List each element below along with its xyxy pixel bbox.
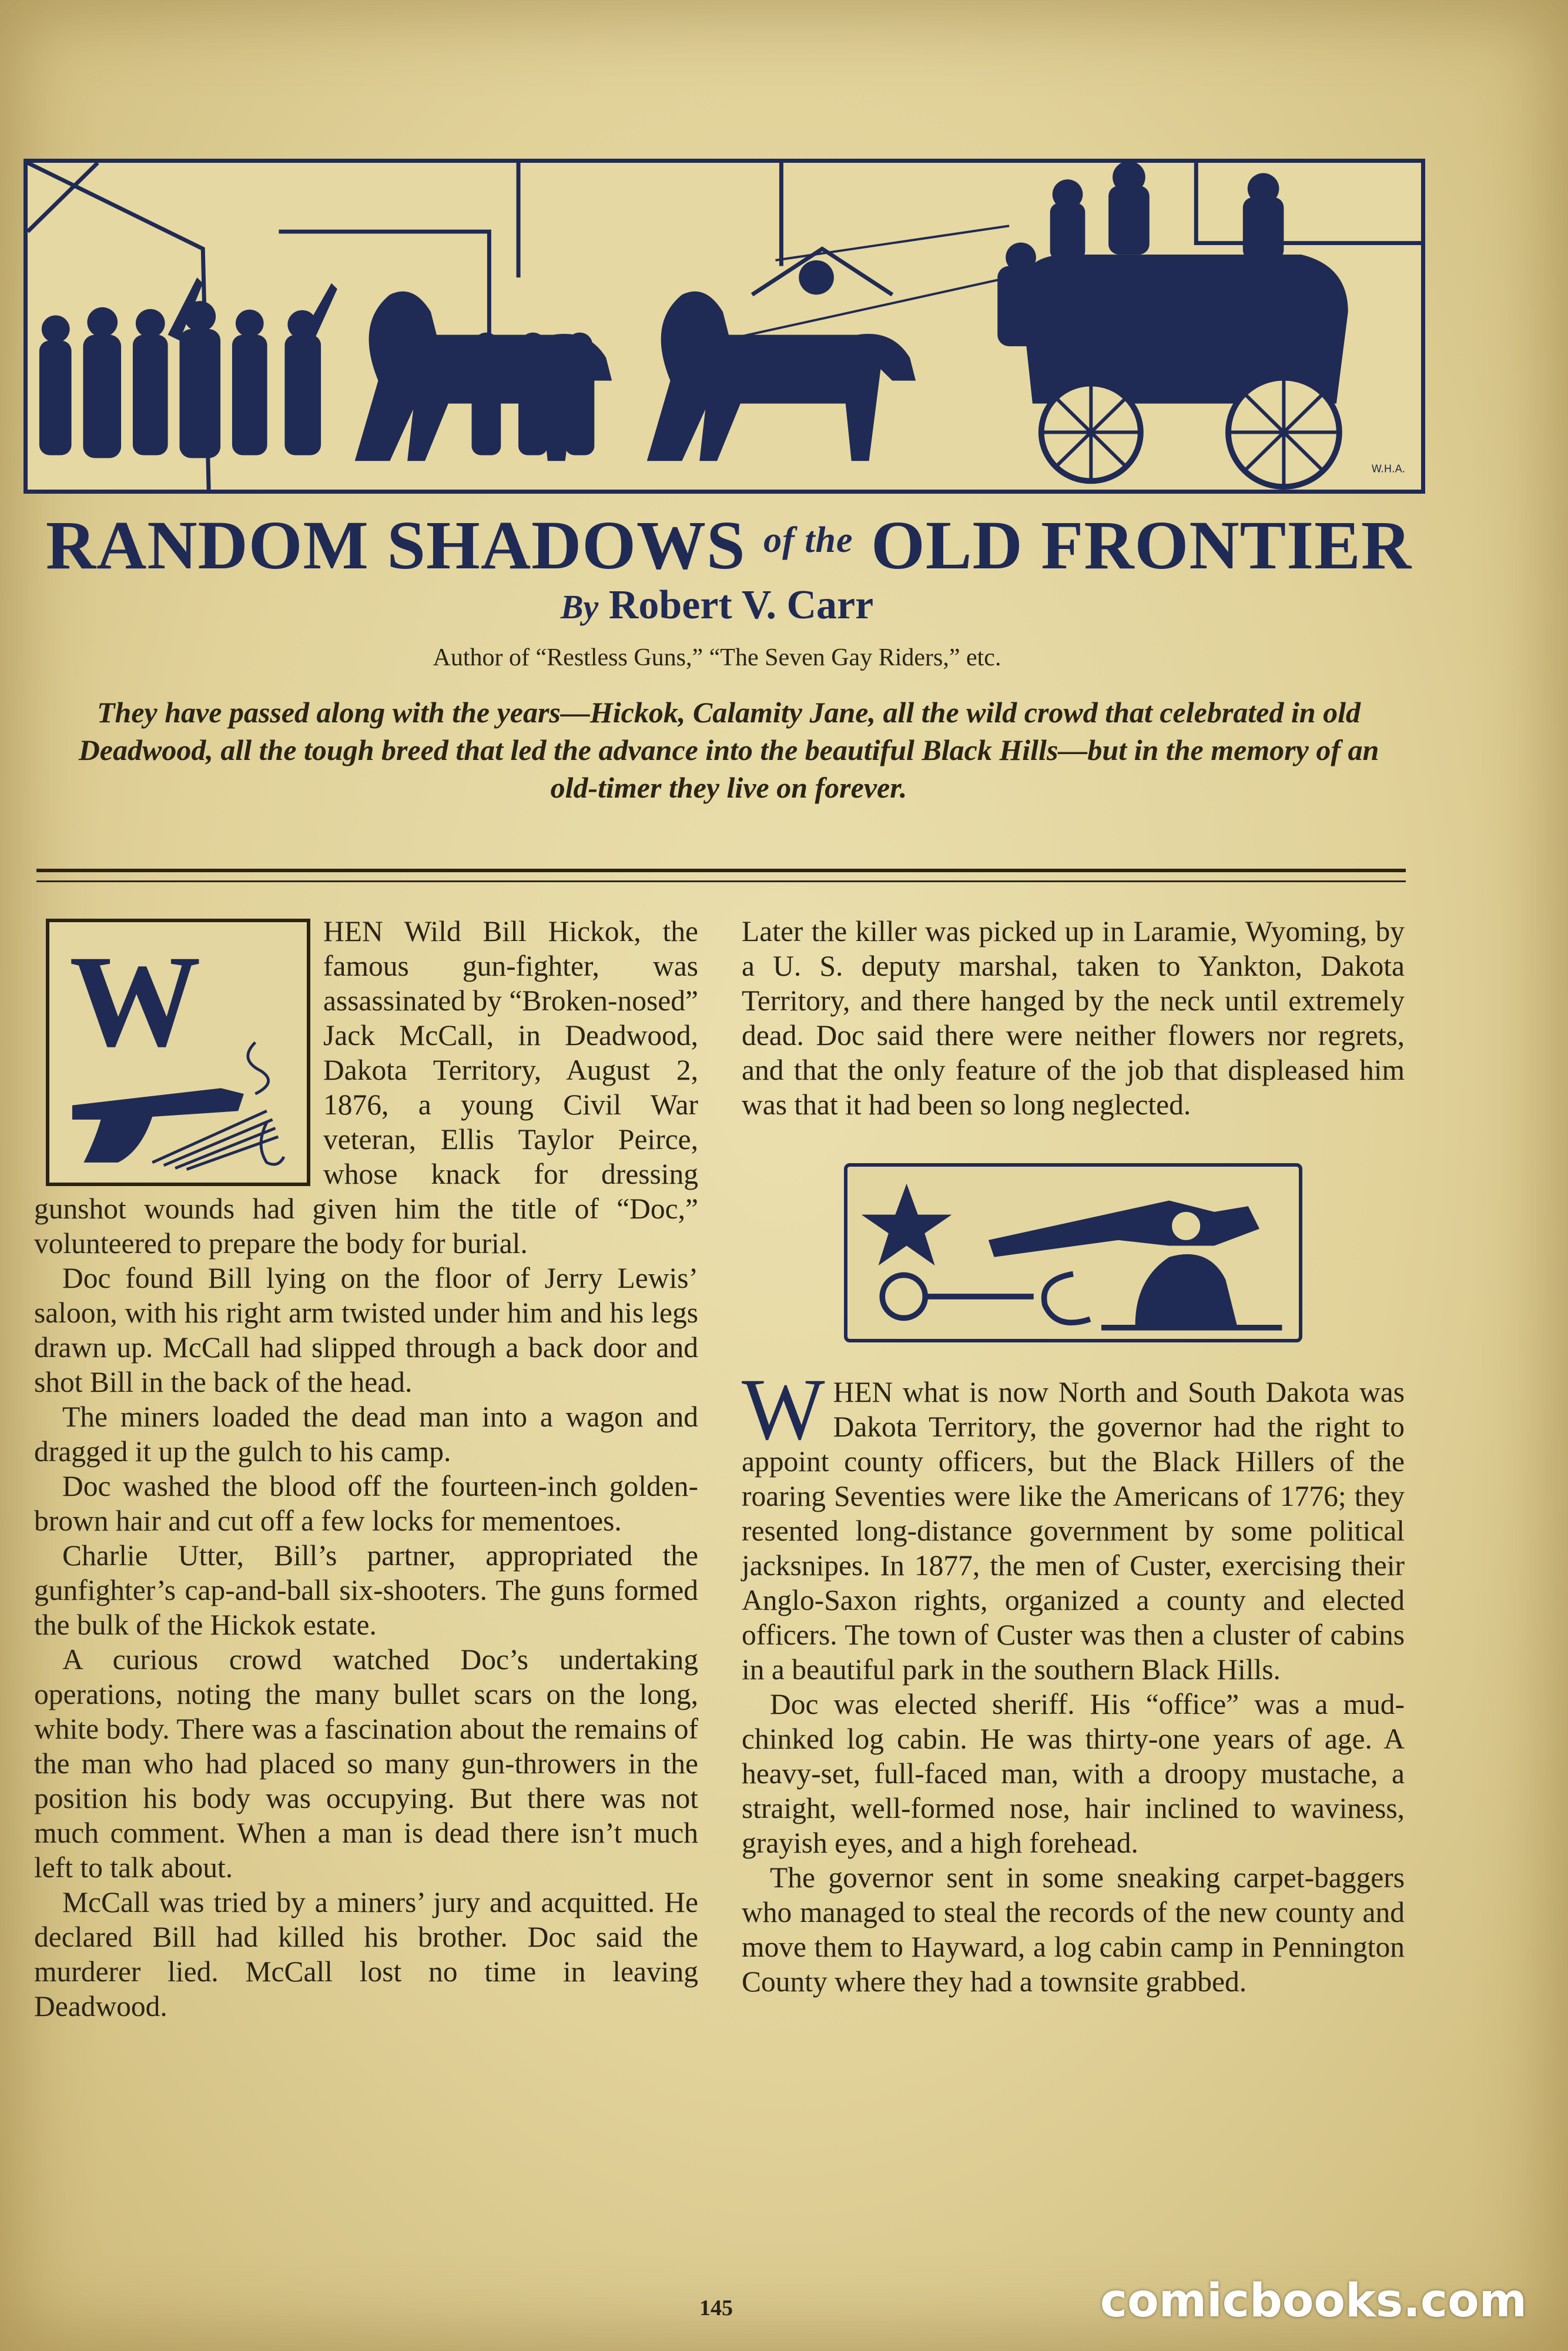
illustration-signature: W.H.A. <box>1371 463 1406 475</box>
divider-rule-thick <box>36 869 1406 872</box>
page-number: 145 <box>699 2296 733 2320</box>
drop-cap-illustration <box>46 919 310 1186</box>
left-paragraph-3: The miners loaded the dead man into a wagon and dragged it up the gulch to his camp. <box>34 1401 698 1468</box>
byline <box>0 582 1434 629</box>
header-illustration <box>24 159 1425 494</box>
left-column <box>34 914 698 2024</box>
right-column <box>742 914 1405 1999</box>
byline-author: Robert V. Carr <box>608 582 874 628</box>
left-paragraph-2: Doc found Bill lying on the floor of Jerry Lewis’ saloon, with his right arm twisted under him and his legs drawn up. McCall had slipped through a back door and shot Bill in the back of the head. <box>34 1262 698 1398</box>
drop-cap-w: W <box>69 929 201 1074</box>
right-paragraph-3: Doc was elected sheriff. His “office” was a mud-chinked log cabin. He was thirty-one years of age. A heavy-set, full-faced man, with a droopy mustache, a straight, well-formed nose, hair inclined to waviness, grayish eyes, and a high forehead. <box>742 1688 1405 1859</box>
title-of-the: of the <box>763 520 853 560</box>
right-paragraph-2: HEN what is now North and South Dakota was Dakota Territory, the governor had the right to appoint county officers, but the Black Hillers of the roaring Seventies were like the Americans of 1776; they resented long-distance government by some political jacksnipes. In 1877, the men of Custer, exercising their Anglo-Saxon rights, organized a county and elected officers. The town of Custer was then a cluster of cabins in a beautiful park in the southern Black Hills. <box>742 1376 1405 1686</box>
article-title <box>18 505 1440 585</box>
handcuffs-icon <box>882 1274 1090 1323</box>
left-paragraph-4: Doc washed the blood off the fourteen-inch golden-brown hair and cut off a few locks for mementoes. <box>34 1470 698 1537</box>
right-paragraph-4: The governor sent in some sneaking carpet-baggers who managed to steal the records of the new county and move them to Hayward, a log cabin camp in Pennington County where they had a townsite grabbed. <box>742 1861 1405 1998</box>
right-paragraph-1: Later the killer was picked up in Laramie, Wyoming, by a U. S. deputy marshal, taken to Yankton, Dakota Territory, and there hanged by the neck until extremely dead. Doc said there were neither flowers nor regrets, and that the only feature of the job that displeased him was that it had been so long neglected. <box>742 915 1405 1121</box>
left-paragraph-7: McCall was tried by a miners’ jury and acquitted. He declared Bill had killed his brother. Doc said the murderer lied. McCall lost no time in leaving Deadwood. <box>34 1886 698 2022</box>
sheriff-star-icon <box>862 1184 952 1265</box>
left-paragraph-1: HEN Wild Bill Hickok, the famous gun-fighter, was assassinated by “Broken-nosed” Jack McCall, in Deadwood, Dakota Territory, August 2, 1876, a young Civil War veteran, Ellis Taylor Peirce, whose knack for dressing gunshot wounds had given him the title of “Doc,” volunteered to prepare the body for burial. <box>34 915 698 1260</box>
hat-icon <box>1135 1254 1237 1325</box>
left-paragraph-5: Charlie Utter, Bill’s partner, appropriated the gunfighter’s cap-and-ball six-shooters. The guns formed the bulk of the Hickok estate. <box>34 1539 698 1641</box>
author-note: Author of “Restless Guns,” “The Seven Gay Riders,” etc. <box>433 644 1001 671</box>
crowd-silhouette <box>39 277 337 458</box>
divider-rule-thin <box>36 880 1406 882</box>
revolver-icon <box>989 1201 1259 1257</box>
title-part-2: OLD FRONTIER <box>871 507 1412 584</box>
article-blurb: They have passed along with the years—Hickok, Calamity Jane, all the wild crowd that celebrated in old Deadwood, all the tough breed that led the advance into the beautiful Black Hills—but in the memory of an old-timer they live on forever. <box>78 696 1379 804</box>
title-part-1: RANDOM SHADOWS <box>45 507 746 584</box>
left-paragraph-6: A curious crowd watched Doc’s undertaking operations, noting the many bullet scars on the long, white body. There was a fascination about the remains of the man who had placed so many gun-throwers in the position his body was occupying. But there was not much comment. When a man is dead there isn’t much left to talk about. <box>34 1643 698 1884</box>
drop-cap-w-2: W <box>742 1361 825 1458</box>
sheriff-illustration <box>844 1163 1302 1342</box>
watermark: comicbooks.com <box>1100 2275 1527 2327</box>
byline-by: By <box>560 588 599 626</box>
